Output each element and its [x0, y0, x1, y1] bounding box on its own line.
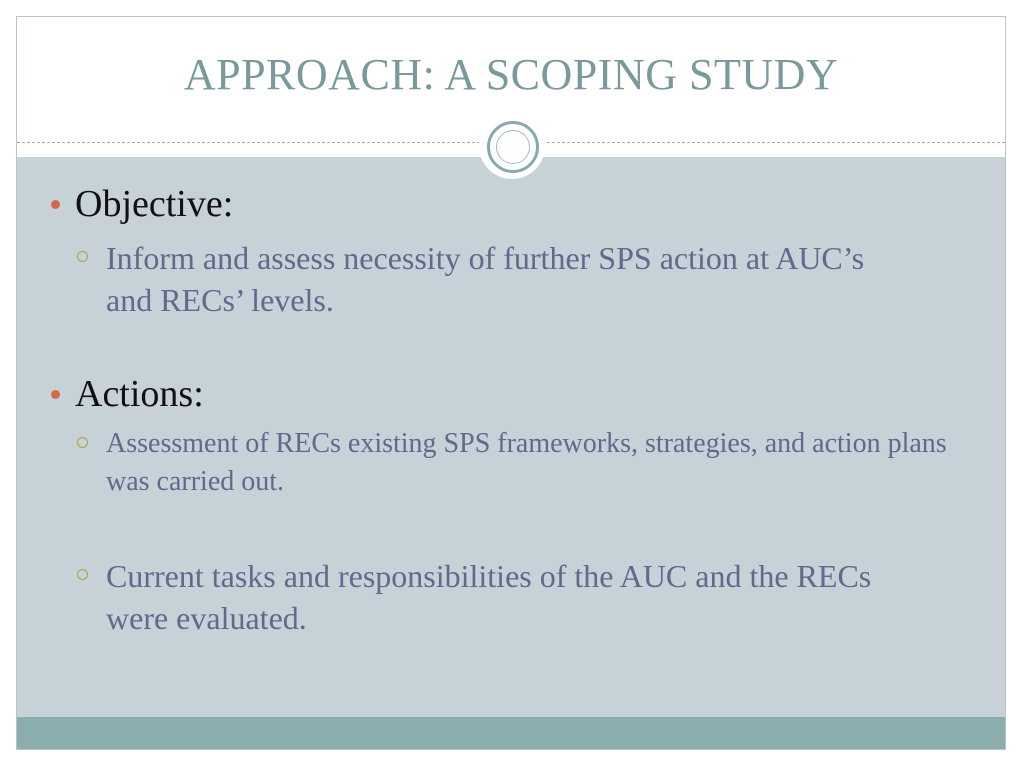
footer-band — [17, 717, 1005, 750]
actions-heading — [51, 375, 204, 413]
objective-item — [77, 237, 977, 321]
decorative-circle-icon — [487, 121, 539, 173]
red-bullet-icon — [51, 200, 60, 209]
objective-heading — [51, 185, 233, 223]
circle-bullet-icon — [77, 437, 88, 448]
section-heading: Actions: — [75, 373, 204, 415]
bullet-text: Inform and assess necessity of further SPS action at AUC’s and RECs’ levels. — [106, 240, 865, 318]
circle-bullet-icon — [77, 569, 88, 580]
red-bullet-icon — [51, 390, 60, 399]
bullet-text: Current tasks and responsibilities of the AUC and the RECs were evaluated. — [106, 558, 872, 636]
bullet-text: Assessment of RECs existing SPS frameworks, strategies, and action plans was carried out. — [106, 428, 947, 497]
slide-title: APPROACH: A SCOPING STUDY — [183, 50, 839, 99]
action-item — [77, 425, 977, 501]
slide — [16, 16, 1006, 750]
circle-bullet-icon — [77, 251, 88, 262]
action-item — [77, 555, 977, 639]
inner-ring — [496, 130, 530, 164]
section-heading: Objective: — [75, 183, 234, 225]
